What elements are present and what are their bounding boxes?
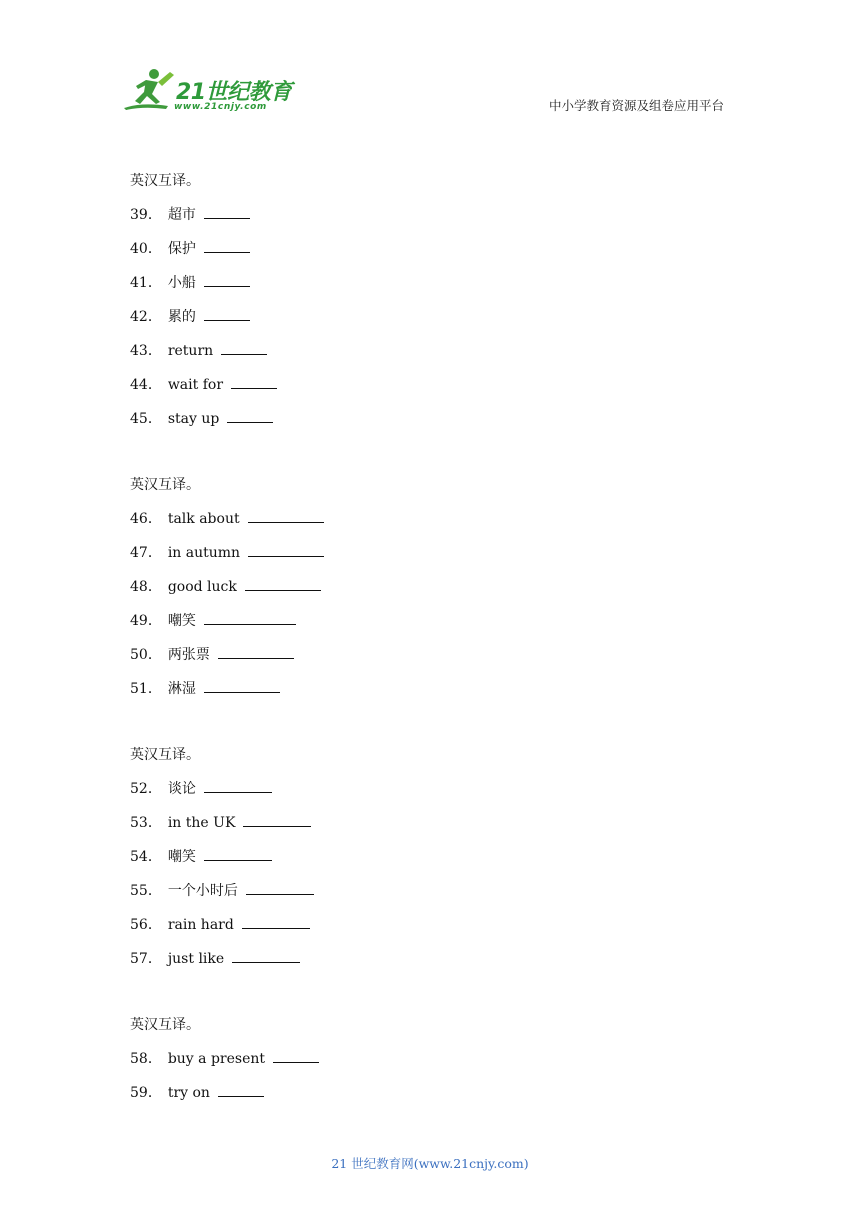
question-number: 57． <box>130 951 162 967</box>
question-text: 小船 <box>167 275 196 291</box>
answer-blank[interactable] <box>204 202 250 219</box>
question-number: 52． <box>130 781 162 797</box>
question-number: 55． <box>130 883 162 899</box>
section-title: 英汉互译。 <box>130 747 200 763</box>
question-item <box>130 676 750 710</box>
question-item <box>130 270 750 304</box>
question-item <box>130 338 750 372</box>
answer-blank[interactable] <box>246 878 314 895</box>
logo-text: 21世纪教育 <box>176 80 292 105</box>
question-number: 42． <box>130 309 162 325</box>
question-item <box>130 236 750 270</box>
exercise-section <box>130 168 750 440</box>
question-text: 累的 <box>167 309 196 325</box>
answer-blank[interactable] <box>204 608 296 625</box>
question-number: 41． <box>130 275 162 291</box>
question-item <box>130 540 750 574</box>
question-number: 56． <box>130 917 162 933</box>
question-number: 43． <box>130 343 162 359</box>
logo-url: www.21cnjy.com <box>174 102 267 112</box>
question-item <box>130 912 750 946</box>
answer-blank[interactable] <box>231 372 277 389</box>
question-number: 59． <box>130 1085 162 1101</box>
question-item <box>130 810 750 844</box>
answer-blank[interactable] <box>221 338 267 355</box>
question-item <box>130 878 750 912</box>
answer-blank[interactable] <box>204 236 250 253</box>
question-number: 58． <box>130 1051 162 1067</box>
question-text: in autumn <box>167 545 241 561</box>
question-item <box>130 202 750 236</box>
question-text: just like <box>167 951 225 967</box>
answer-blank[interactable] <box>218 642 294 659</box>
question-text: 一个小时后 <box>167 883 238 899</box>
question-number: 51． <box>130 681 162 697</box>
question-item <box>130 1080 750 1114</box>
exercise-section <box>130 472 750 710</box>
question-item <box>130 372 750 406</box>
question-text: 保护 <box>167 241 196 257</box>
question-text: 谈论 <box>167 781 196 797</box>
header-slogan: 中小学教育资源及组卷应用平台 <box>549 98 725 113</box>
section-title: 英汉互译。 <box>130 477 200 493</box>
question-text: 两张票 <box>167 647 210 663</box>
question-item <box>130 574 750 608</box>
question-text: stay up <box>167 411 220 427</box>
question-item <box>130 946 750 980</box>
question-number: 47． <box>130 545 162 561</box>
logo <box>122 66 292 116</box>
runner-logo-icon <box>122 66 178 112</box>
exercise-content <box>130 168 750 1146</box>
exercise-section <box>130 742 750 980</box>
question-number: 44． <box>130 377 162 393</box>
question-text: 超市 <box>167 207 196 223</box>
question-number: 48． <box>130 579 162 595</box>
question-item <box>130 608 750 642</box>
answer-blank[interactable] <box>242 912 310 929</box>
question-text: wait for <box>167 377 224 393</box>
question-text: buy a present <box>167 1051 266 1067</box>
question-text: 嘲笑 <box>167 613 196 629</box>
question-item <box>130 844 750 878</box>
question-text: 嘲笑 <box>167 849 196 865</box>
answer-blank[interactable] <box>245 574 321 591</box>
question-item <box>130 506 750 540</box>
question-item <box>130 776 750 810</box>
answer-blank[interactable] <box>204 304 250 321</box>
answer-blank[interactable] <box>204 776 272 793</box>
question-number: 46． <box>130 511 162 527</box>
question-text: talk about <box>167 511 240 527</box>
answer-blank[interactable] <box>273 1046 319 1063</box>
question-item <box>130 642 750 676</box>
question-item <box>130 304 750 338</box>
question-number: 53． <box>130 815 162 831</box>
section-title: 英汉互译。 <box>130 1017 200 1033</box>
question-number: 50． <box>130 647 162 663</box>
question-text: in the UK <box>167 815 236 831</box>
answer-blank[interactable] <box>218 1080 264 1097</box>
question-text: rain hard <box>167 917 234 933</box>
question-text: return <box>167 343 214 359</box>
page-header <box>0 0 860 130</box>
answer-blank[interactable] <box>248 506 324 523</box>
answer-blank[interactable] <box>204 270 250 287</box>
question-item <box>130 406 750 440</box>
answer-blank[interactable] <box>204 676 280 693</box>
question-number: 49． <box>130 613 162 629</box>
question-item <box>130 1046 750 1080</box>
answer-blank[interactable] <box>227 406 273 423</box>
exercise-section <box>130 1012 750 1114</box>
question-number: 40． <box>130 241 162 257</box>
answer-blank[interactable] <box>232 946 300 963</box>
section-title: 英汉互译。 <box>130 173 200 189</box>
question-number: 54． <box>130 849 162 865</box>
question-text: good luck <box>167 579 237 595</box>
page-footer: 21 世纪教育网(www.21cnjy.com) <box>331 1156 529 1171</box>
question-number: 45． <box>130 411 162 427</box>
answer-blank[interactable] <box>243 810 311 827</box>
question-text: 淋湿 <box>167 681 196 697</box>
answer-blank[interactable] <box>248 540 324 557</box>
answer-blank[interactable] <box>204 844 272 861</box>
question-number: 39． <box>130 207 162 223</box>
question-text: try on <box>167 1085 210 1101</box>
